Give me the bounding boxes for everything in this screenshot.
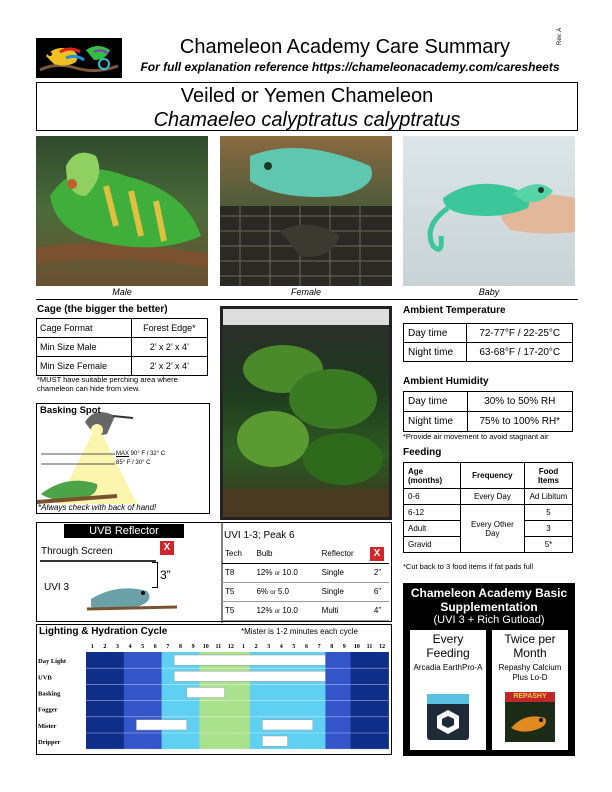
feeding-frequency: Every Other Day [460, 505, 524, 553]
hour-label: 6 [305, 644, 308, 650]
caption-female: Female [290, 287, 321, 297]
uvi-distance: 4” [371, 601, 389, 620]
table-header-row [404, 463, 573, 489]
page-title: Chameleon Academy Care Summary [179, 36, 511, 58]
supplement-product-name: Repashy Calcium Plus Lo-D [498, 663, 562, 682]
cage-row-value: 2’ x 2’ x 4’ [131, 357, 207, 376]
basking-lamp-illustration [37, 404, 210, 514]
distance-bracket [152, 562, 158, 588]
species-common-name: Veiled or Yemen Chameleon [180, 85, 434, 107]
table-row [404, 392, 573, 412]
supplement-product-name: Arcadia EarthPro-A [413, 663, 483, 672]
feeding-section-title: Feeding [403, 447, 442, 458]
basking-max-label: MAX [116, 451, 130, 457]
uvb-uvi3-label: UVI 3 [44, 582, 70, 593]
cycle-row-label: Mister [38, 722, 57, 730]
cycle-row-label: UVB [38, 674, 52, 682]
enclosure-photo [220, 306, 392, 520]
hour-label: 3 [116, 644, 119, 650]
temp-row-value: 72-77°F / 22-25°C [467, 324, 573, 343]
hour-label: 12 [379, 644, 386, 650]
humidity-row-value: 75% to 100% RH* [467, 412, 572, 432]
temperature-section-title: Ambient Temperature [403, 305, 506, 316]
supplement-col-heading: Twice per Month [504, 632, 556, 660]
supplementation-title: Chameleon Academy Basic Supplementation [410, 586, 568, 614]
cycle-bar [136, 720, 186, 730]
basking-spot-box [36, 403, 210, 514]
supplement-bag-icon [425, 692, 471, 742]
uvi-bulb: 12% or 10.0 [253, 601, 318, 620]
hour-label: 9 [191, 644, 195, 650]
female-chameleon-photo [220, 136, 392, 286]
cage-row-value: Forest Edge* [131, 319, 207, 338]
cage-row-label: Min Size Female [37, 357, 132, 376]
cycle-bar [262, 720, 312, 730]
revision-label: Rev. A [557, 27, 563, 45]
table-row [404, 343, 573, 362]
uvi-table [222, 544, 389, 621]
uvi-tech: T8 [222, 563, 253, 582]
hour-label: 7 [166, 644, 170, 650]
cycle-bar [262, 736, 287, 746]
hour-label: 8 [330, 644, 334, 650]
species-name-box [36, 82, 578, 131]
x-mark-icon: X [160, 541, 174, 555]
table-row [404, 505, 573, 521]
hour-label: 8 [179, 644, 182, 650]
table-row [404, 412, 573, 432]
feeding-items: Ad Libitum [524, 489, 572, 505]
x-mark-icon: X [370, 547, 384, 561]
temp-row-value: 63-68°F / 17-20°C [467, 343, 573, 362]
hour-label: 5 [141, 644, 145, 650]
hour-label: 5 [292, 644, 296, 650]
table-row [222, 582, 389, 601]
hour-label: 4 [279, 644, 283, 650]
feeding-age: Gravid [404, 537, 461, 553]
supplement-twice-per-month [492, 630, 568, 750]
uvi-reflector: Single [319, 563, 371, 582]
feeding-note: *Cut back to 3 food items if fat pads full [403, 562, 534, 571]
table-row [222, 563, 389, 582]
hour-label: 11 [215, 644, 222, 650]
hour-label: 10 [202, 644, 209, 650]
hour-label: 9 [342, 644, 346, 650]
uvi-tech: T5 [222, 601, 253, 620]
screen-line [40, 560, 156, 562]
cage-row-label: Cage Format [37, 319, 132, 338]
feeding-items: 3 [524, 521, 572, 537]
feeding-items: 5* [524, 537, 572, 553]
feeding-items: 5 [524, 505, 572, 521]
feeding-table [403, 462, 573, 553]
humidity-note: *Provide air movement to avoid stagnant air [403, 432, 549, 441]
basking-max-value: 90° F / 32° C [129, 451, 166, 457]
uvb-distance-label: 3” [160, 568, 171, 582]
cycle-row-label: Basking [38, 690, 61, 698]
lighting-cycle-note: *Mister is 1-2 minutes each cycle [241, 627, 358, 636]
hour-label: 6 [153, 644, 157, 650]
uvi-title: UVI 1-3; Peak 6 [224, 530, 295, 541]
uvi-header-reflector: Reflector [319, 544, 371, 563]
hour-label: 4 [128, 644, 132, 650]
basking-min-temp: 85° F / 30° C [116, 460, 151, 466]
cycle-row-label: Day Light [38, 658, 66, 666]
humidity-table [403, 391, 573, 432]
cycle-bar [174, 671, 325, 681]
feeding-age: 0-6 [404, 489, 461, 505]
cycle-bar [187, 687, 225, 697]
cage-row-value: 2’ x 2’ x 4’ [131, 338, 207, 357]
feeding-header-frequency: Frequency [460, 463, 524, 489]
basking-note: *Always check with back of hand! [38, 503, 157, 512]
logo-chameleon-graphic [36, 38, 122, 78]
uvi-reflector: Multi [319, 601, 371, 620]
species-latin-name: Chamaeleo calyptratus calyptratus [153, 109, 461, 131]
cage-note: *MUST have suitable perching area where chameleon can hide from view. [37, 375, 178, 394]
supplement-col-heading: Every Feeding [426, 632, 470, 660]
supplement-bag-icon [505, 692, 555, 742]
supplement-bag-label: REPASHY [513, 693, 547, 700]
uvi-header-tech: Tech [222, 544, 253, 563]
cycle-row-label: Fogger [38, 706, 58, 714]
hour-label: 11 [366, 644, 373, 650]
section-divider [36, 299, 578, 300]
hour-label: 2 [103, 644, 107, 650]
uvi-distance: 2” [371, 563, 389, 582]
cycle-bar [174, 655, 325, 665]
supplement-every-feeding [410, 630, 486, 750]
caption-baby: Baby [478, 287, 500, 297]
uvi-reflector: Single [319, 582, 371, 601]
table-row [37, 319, 208, 338]
baby-chameleon-photo [403, 136, 575, 286]
feeding-header-items: Food Items [524, 463, 572, 489]
table-row [222, 601, 389, 620]
basking-max-temp [116, 451, 165, 457]
feeding-frequency: Every Day [460, 489, 524, 505]
feeding-age: Adult [404, 521, 461, 537]
hour-label: 1 [242, 644, 245, 650]
uvb-through-screen-label: Through Screen [41, 546, 113, 557]
temp-row-label: Day time [404, 324, 467, 343]
uvb-reflector-header: UVB Reflector [64, 524, 184, 538]
cage-table [36, 318, 208, 376]
table-row [37, 338, 208, 357]
male-chameleon-photo [36, 136, 208, 286]
humidity-row-value: 30% to 50% RH [467, 392, 572, 412]
table-row [404, 324, 573, 343]
hour-label: 3 [267, 644, 271, 650]
chameleon-academy-logo [36, 38, 122, 78]
feeding-header-age: Age (months) [404, 463, 461, 489]
hour-label: 10 [353, 644, 360, 650]
cycle-row-label: Dripper [38, 739, 61, 747]
table-header-row [222, 544, 389, 563]
humidity-section-title: Ambient Humidity [403, 376, 489, 387]
feeding-age: 6-12 [404, 505, 461, 521]
uvi-tech: T5 [222, 582, 253, 601]
supplementation-subtitle: (UVI 3 + Rich Gutload) [433, 614, 545, 626]
hour-label: 12 [227, 644, 234, 650]
caption-male: Male [112, 287, 132, 297]
hour-label: 2 [254, 644, 258, 650]
temperature-table [403, 323, 573, 362]
uvi-bulb: 12% or 10.0 [253, 563, 318, 582]
humidity-row-label: Day time [404, 392, 468, 412]
table-row [404, 489, 573, 505]
temp-row-label: Night time [404, 343, 467, 362]
uvi-distance: 6” [371, 582, 389, 601]
uvi-bulb: 6% or 5.0 [253, 582, 318, 601]
cage-section-title: Cage (the bigger the better) [37, 304, 168, 315]
basking-spot-title: Basking Spot [40, 405, 101, 416]
lighting-cycle-grid [38, 640, 390, 754]
uvi-header-bulb: Bulb [253, 544, 318, 563]
humidity-row-label: Night time [404, 412, 468, 432]
page-subtitle: For full explanation reference https://chameleonacademy.com/caresheets [140, 60, 560, 74]
hour-label: 7 [317, 644, 321, 650]
hour-label: 1 [90, 644, 94, 650]
lighting-cycle-title: Lighting & Hydration Cycle [39, 626, 168, 637]
cage-row-label: Min Size Male [37, 338, 132, 357]
table-row [37, 357, 208, 376]
